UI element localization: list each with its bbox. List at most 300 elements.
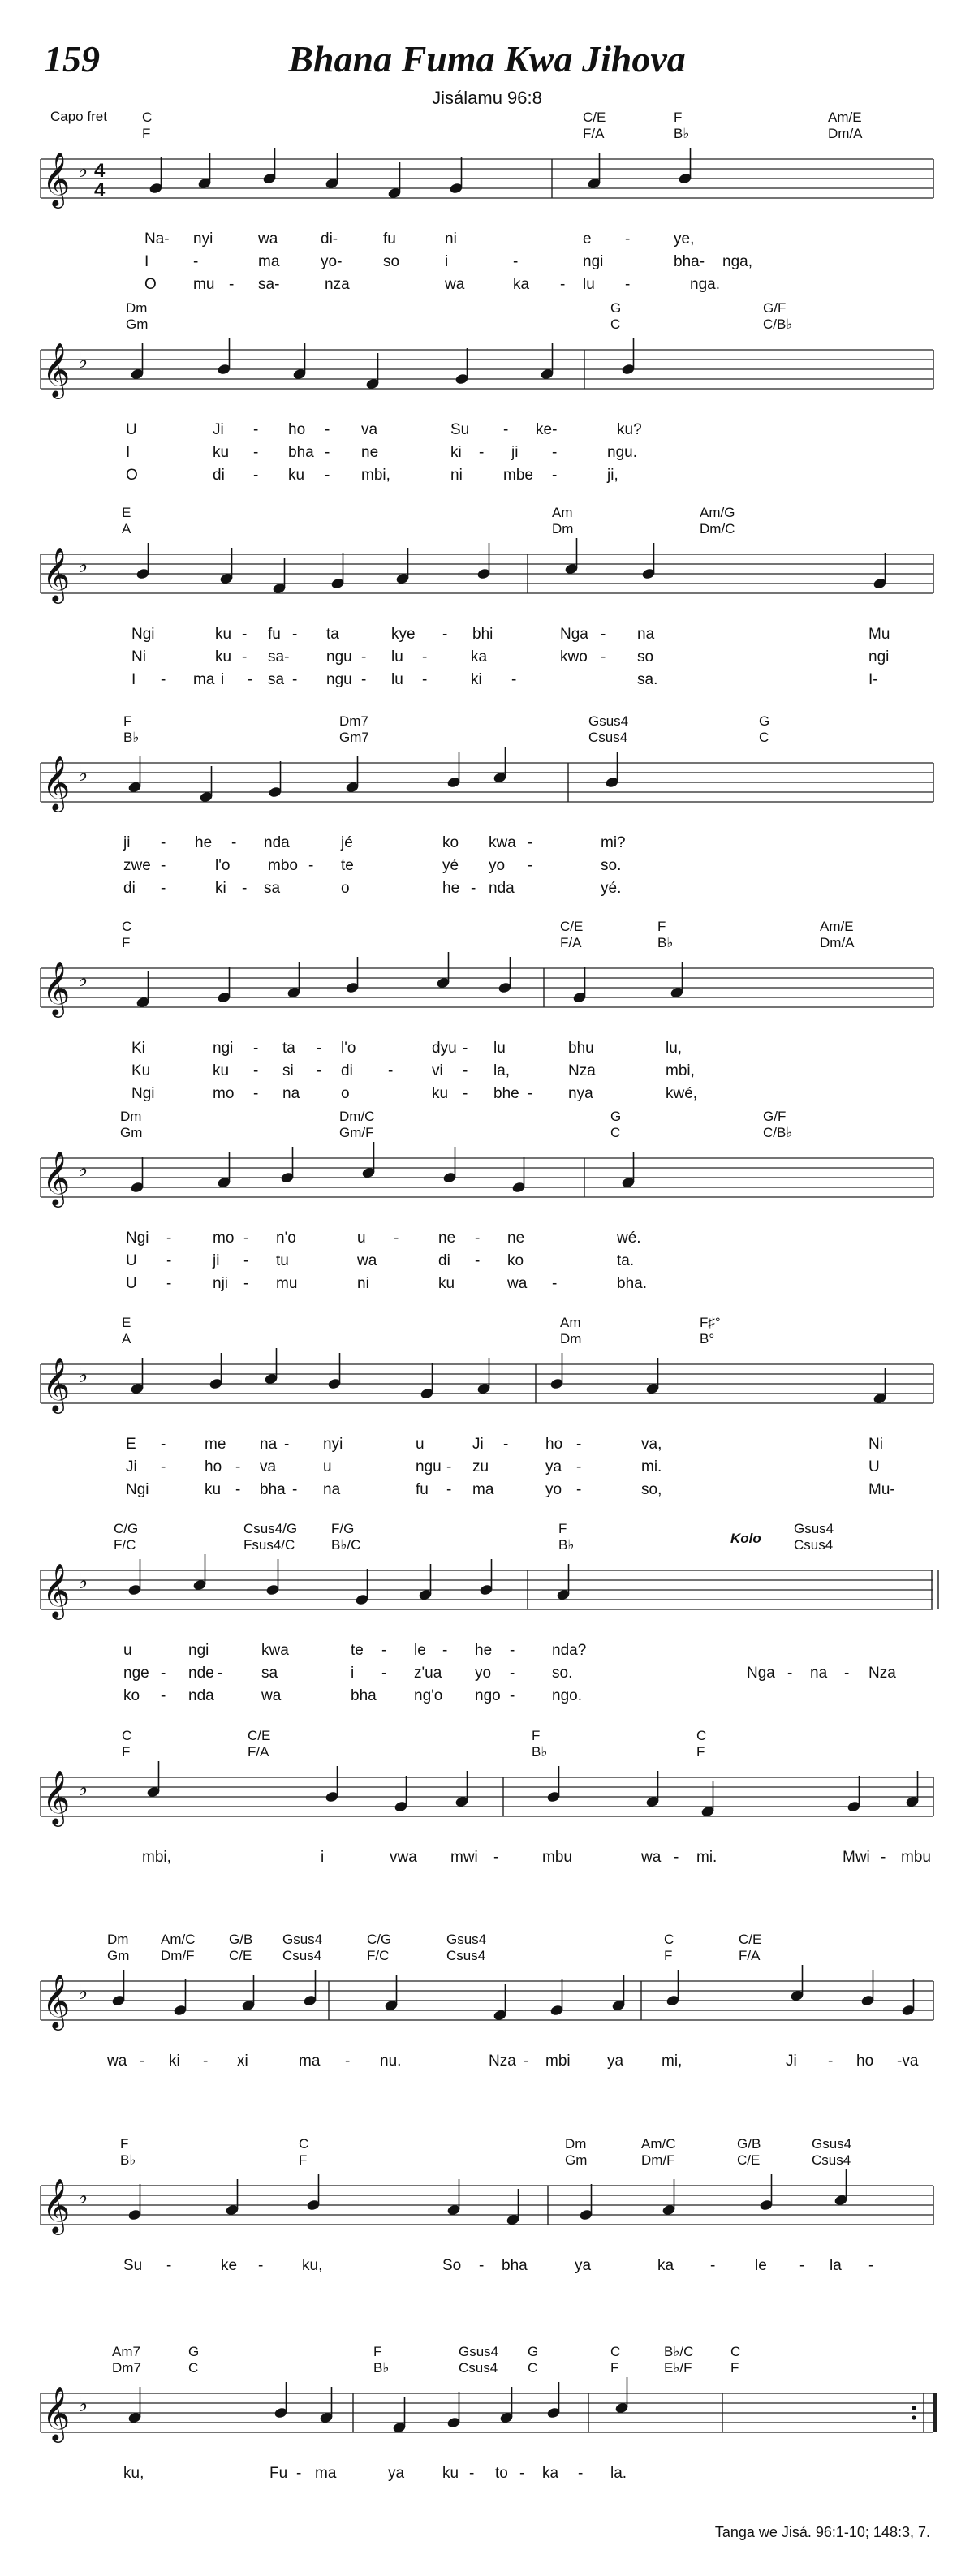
lyric-syllable: - — [381, 1642, 387, 1659]
lyric-syllable: Nza — [568, 1062, 596, 1079]
lyric-syllable: wa — [445, 276, 465, 293]
lyric-syllable: ji — [123, 834, 131, 851]
lyric-syllable: mi, — [662, 2053, 683, 2070]
lyric-syllable: la. — [610, 2465, 627, 2482]
lyric-syllable: ko — [123, 1687, 140, 1704]
system-4 — [41, 713, 933, 897]
lyric-syllable: U — [126, 421, 137, 438]
chord-symbol: Dm/A — [828, 126, 863, 141]
lyric-syllable: - — [292, 1481, 298, 1498]
lyric-syllable: mbi, — [361, 467, 390, 484]
lyric-syllable: n'o — [276, 1230, 296, 1247]
lyric-syllable: ku — [213, 1062, 230, 1079]
lyric-syllable: xi — [237, 2053, 248, 2070]
lyric-syllable: - — [511, 671, 517, 688]
lyric-syllable: o — [341, 1085, 350, 1102]
lyric-syllable: i — [445, 253, 449, 270]
lyric-syllable: - — [161, 857, 166, 874]
lyric-syllable: - — [674, 1849, 679, 1866]
capo-label: Capo fret — [50, 109, 107, 124]
lyric-syllable: -va — [897, 2053, 919, 2070]
chord-symbol: Am — [552, 505, 573, 520]
lyric-syllable: yé. — [601, 880, 622, 897]
lyric-syllable: Mwi — [843, 1849, 870, 1866]
chord-symbol: F — [120, 2136, 129, 2152]
lyric-syllable: z'ua — [414, 1665, 442, 1682]
song-title: Bhana Fuma Kwa Jihova — [288, 38, 686, 80]
lyric-syllable: nda — [188, 1687, 214, 1704]
chord-symbol: Dm — [120, 1109, 142, 1124]
chord-symbol: C — [664, 1932, 674, 1947]
chord-symbol: Dm — [565, 2136, 587, 2152]
lyric-syllable: kwa — [489, 834, 516, 851]
lyric-syllable: - — [528, 1085, 533, 1102]
lyric-syllable: wé. — [617, 1230, 641, 1247]
lyric-syllable: nza — [325, 276, 350, 293]
lyric-syllable: va — [361, 421, 378, 438]
lyric-syllable: - — [161, 1687, 166, 1704]
lyric-syllable: wa — [507, 1275, 528, 1292]
lyric-syllable: - — [446, 1481, 452, 1498]
lyric-syllable: - — [578, 2465, 584, 2482]
chord-symbol: F — [373, 2344, 382, 2359]
chord-symbol: Dm/C — [339, 1109, 375, 1124]
chord-symbol: Gm — [107, 1948, 130, 1963]
lyric-syllable: sa- — [268, 648, 290, 666]
lyric-syllable: - — [253, 1085, 259, 1102]
lyric-syllable: he — [195, 834, 213, 851]
lyric-syllable: ka — [542, 2465, 559, 2482]
lyric-syllable: ma — [299, 2053, 321, 2070]
lyric-syllable: - — [325, 421, 330, 438]
lyric-syllable: ka — [513, 276, 530, 293]
lyric-syllable: mi. — [641, 1458, 662, 1475]
lyric-syllable: - — [248, 671, 253, 688]
repeat-dot — [912, 2415, 916, 2419]
treble-clef: 𝄞 — [42, 2179, 71, 2232]
chord-symbol: F/C — [114, 1537, 136, 1553]
lyric-syllable: Nga — [560, 626, 588, 643]
lyric-syllable: fu — [416, 1481, 429, 1498]
chord-symbol: C/G — [367, 1932, 392, 1947]
lyric-syllable: ngi — [583, 253, 604, 270]
lyric-syllable: - — [242, 880, 248, 897]
chord-symbol: F/A — [583, 126, 605, 141]
lyric-syllable: - — [345, 2053, 351, 2070]
lyric-syllable: - — [235, 1481, 241, 1498]
lyric-syllable: bha — [351, 1687, 377, 1704]
lyric-syllable: O — [126, 467, 138, 484]
lyric-syllable: - — [361, 671, 367, 688]
lyric-syllable: bha — [502, 2257, 528, 2274]
system-3 — [41, 505, 933, 688]
lyric-syllable: So — [442, 2257, 462, 2274]
lyric-syllable: ko — [442, 834, 459, 851]
lyric-syllable: mi. — [696, 1849, 718, 1866]
lyric-syllable: i — [321, 1849, 325, 1866]
lyric-syllable: ku — [205, 1481, 222, 1498]
lyric-syllable: - — [244, 1275, 249, 1292]
lyric-syllable: lu — [583, 276, 595, 293]
lyric-syllable: so — [637, 648, 654, 666]
lyric-syllable: - — [868, 2257, 874, 2274]
lyric-syllable: - — [493, 1849, 499, 1866]
lyric-syllable: I — [144, 253, 149, 270]
chord-symbol: Gsus4 — [459, 2344, 499, 2359]
chord-symbol: F — [610, 2360, 619, 2376]
system-1 — [41, 110, 933, 293]
lyric-syllable: jé — [341, 834, 353, 851]
lyric-syllable: ku — [432, 1085, 449, 1102]
lyric-syllable: ke- — [536, 421, 558, 438]
treble-clef: 𝄞 — [42, 1358, 71, 1411]
chord-symbol: Gsus4 — [446, 1932, 487, 1947]
lyric-syllable: I — [126, 444, 131, 461]
system-12 — [41, 2344, 935, 2482]
chord-symbol: C — [528, 2360, 538, 2376]
lyric-syllable: la, — [493, 1062, 511, 1079]
lyric-syllable: ki — [215, 880, 226, 897]
lyric-syllable: ji, — [607, 467, 618, 484]
lyric-syllable: - — [475, 1252, 481, 1269]
time-signature-bottom: 4 — [94, 179, 106, 201]
chord-symbol: C — [610, 1125, 621, 1140]
chord-symbol: F — [657, 919, 666, 934]
chord-symbol: Dm7 — [112, 2360, 141, 2376]
lyric-syllable: - — [253, 444, 259, 461]
chord-symbol: G — [528, 2344, 539, 2359]
lyric-syllable: - — [381, 1665, 387, 1682]
lyric-syllable: ng'o — [414, 1687, 443, 1704]
lyric-syllable: he — [442, 880, 460, 897]
lyric-syllable: - — [218, 1665, 223, 1682]
lyric-syllable: - — [292, 671, 298, 688]
lyric-syllable: so — [383, 253, 400, 270]
lyric-syllable: ku — [442, 2465, 459, 2482]
lyric-syllable: ngi — [868, 648, 890, 666]
lyric-syllable: - — [253, 421, 259, 438]
lyric-syllable: ma — [472, 1481, 494, 1498]
treble-clef: 𝄞 — [42, 1975, 71, 2027]
lyric-syllable: lu, — [666, 1040, 683, 1057]
lyric-syllable: - — [601, 648, 606, 666]
lyric-syllable: - — [361, 648, 367, 666]
chord-symbol: B♭ — [532, 1744, 548, 1760]
system-6 — [41, 1109, 933, 1292]
lyric-syllable: - — [479, 2257, 485, 2274]
lyric-syllable: U — [126, 1252, 137, 1269]
lyric-syllable: - — [519, 2465, 525, 2482]
treble-clef: 𝄞 — [42, 548, 71, 601]
treble-clef: 𝄞 — [42, 343, 71, 396]
lyric-syllable: - — [325, 467, 330, 484]
lyric-syllable: to — [495, 2465, 508, 2482]
lyric-syllable: ku? — [617, 421, 642, 438]
lyric-syllable: Nga — [747, 1665, 775, 1682]
lyric-syllable: - — [510, 1687, 515, 1704]
footer-reference: Tanga we Jisá. 96:1-10; 148:3, 7. — [714, 2524, 930, 2540]
chord-symbol: C — [610, 2344, 621, 2359]
chord-symbol: F — [122, 935, 131, 950]
chord-symbol: G/B — [229, 1932, 253, 1947]
lyric-syllable: mbo — [268, 857, 298, 874]
lyric-syllable: bhi — [472, 626, 493, 643]
chord-symbol: F — [299, 2152, 308, 2168]
lyric-syllable: Su — [450, 421, 470, 438]
lyric-syllable: sa- — [258, 276, 280, 293]
lyric-syllable: - — [161, 1665, 166, 1682]
treble-clef: 𝄞 — [42, 1564, 71, 1617]
lyric-syllable: nga, — [722, 253, 752, 270]
lyric-syllable: va, — [641, 1436, 662, 1453]
lyric-syllable: ngi — [213, 1040, 234, 1057]
lyric-syllable: - — [552, 1275, 558, 1292]
lyric-syllable: Ji — [213, 421, 224, 438]
chord-symbol: Gsus4 — [812, 2136, 852, 2152]
chord-symbol: Gm/F — [339, 1125, 374, 1140]
chord-symbol: Csus4 — [459, 2360, 498, 2376]
lyric-syllable: ho — [545, 1436, 563, 1453]
chord-symbol: F — [532, 1728, 541, 1743]
lyric-syllable: ngu — [416, 1458, 442, 1475]
lyric-syllable: - — [528, 857, 533, 874]
system-2 — [41, 300, 933, 484]
lyric-syllable: bha- — [674, 253, 705, 270]
lyric-syllable: nda — [489, 880, 515, 897]
lyric-syllable: ya — [388, 2465, 405, 2482]
key-signature-flat: ♭ — [78, 967, 88, 991]
lyric-syllable: mwi — [450, 1849, 478, 1866]
lyric-syllable: ta — [326, 626, 339, 643]
lyric-syllable: e — [583, 230, 592, 248]
lyric-syllable: nyi — [193, 230, 213, 248]
lyric-syllable: I — [131, 671, 136, 688]
system-5 — [41, 919, 933, 1102]
chord-symbol: C — [122, 919, 132, 934]
lyric-syllable: - — [510, 1665, 515, 1682]
lyric-syllable: na — [323, 1481, 341, 1498]
chord-symbol: Gm — [120, 1125, 143, 1140]
key-signature-flat: ♭ — [78, 2184, 88, 2208]
lyric-syllable: - — [524, 2053, 529, 2070]
lyric-syllable: - — [166, 1230, 172, 1247]
lyric-syllable: Nza — [868, 1665, 896, 1682]
lyric-syllable: di — [123, 880, 136, 897]
lyric-syllable: - — [296, 2465, 302, 2482]
lyric-syllable: - — [422, 671, 428, 688]
chord-symbol: B♭ — [657, 935, 674, 950]
lyric-syllable: Na- — [144, 230, 170, 248]
lyric-syllable: bhe — [493, 1085, 519, 1102]
lyric-syllable: - — [503, 1436, 509, 1453]
lyric-syllable: zwe — [123, 857, 151, 874]
lyric-syllable: - — [325, 444, 330, 461]
treble-clef: 𝄞 — [42, 962, 71, 1014]
key-signature-flat: ♭ — [78, 1979, 88, 2004]
hymn-number: 159 — [44, 38, 100, 80]
chord-symbol: B° — [700, 1331, 715, 1346]
lyric-syllable: Ngi — [131, 1085, 155, 1102]
chord-symbol: F — [730, 2360, 739, 2376]
lyric-syllable: Ni — [868, 1436, 883, 1453]
lyric-syllable: nga. — [690, 276, 720, 293]
lyric-syllable: - — [576, 1481, 582, 1498]
lyric-syllable: di — [341, 1062, 353, 1079]
chord-symbol: G/F — [763, 1109, 787, 1124]
lyric-syllable: vi — [432, 1062, 443, 1079]
lyric-syllable: - — [442, 1642, 448, 1659]
lyric-syllable: ye, — [674, 230, 695, 248]
chord-symbol: F — [664, 1948, 673, 1963]
lyric-syllable: ji — [511, 444, 519, 461]
lyric-syllable: - — [552, 467, 558, 484]
lyric-syllable: mu — [193, 276, 215, 293]
lyric-syllable: - — [881, 1849, 886, 1866]
lyric-syllable: - — [576, 1458, 582, 1475]
chord-symbol: C — [299, 2136, 309, 2152]
lyric-syllable: na — [282, 1085, 300, 1102]
lyric-syllable: ni — [450, 467, 463, 484]
lyric-syllable: fu — [383, 230, 396, 248]
lyric-syllable: ne — [361, 444, 379, 461]
chord-symbol: G — [759, 713, 770, 729]
chord-symbol: Csus4/G — [244, 1521, 298, 1536]
key-signature-flat: ♭ — [78, 1776, 88, 1800]
lyric-syllable: Ki — [131, 1040, 145, 1057]
chord-symbol: B♭ — [558, 1537, 575, 1553]
chord-symbol: B♭ — [373, 2360, 390, 2376]
lyric-syllable: he — [475, 1642, 493, 1659]
lyric-syllable: - — [284, 1436, 290, 1453]
lyric-syllable: dyu — [432, 1040, 457, 1057]
chord-symbol: B♭ — [120, 2152, 136, 2168]
chord-symbol: Dm/A — [820, 935, 855, 950]
lyric-syllable: - — [166, 1275, 172, 1292]
treble-clef: 𝄞 — [42, 1771, 71, 1824]
lyric-syllable: ma — [258, 253, 280, 270]
system-7 — [41, 1315, 933, 1498]
lyric-syllable: ku — [288, 467, 305, 484]
chord-symbol: C/E — [739, 1932, 762, 1947]
lyric-syllable: nji — [213, 1275, 229, 1292]
lyric-syllable: - — [166, 1252, 172, 1269]
lyric-syllable: - — [258, 2257, 264, 2274]
chord-symbol: Gm7 — [339, 730, 369, 745]
lyric-syllable: - — [203, 2053, 209, 2070]
chord-symbol: E♭/F — [664, 2360, 692, 2376]
lyric-syllable: - — [710, 2257, 716, 2274]
key-signature-flat: ♭ — [78, 553, 88, 577]
lyric-syllable: wa — [107, 2053, 127, 2070]
lyric-syllable: - — [253, 467, 259, 484]
lyric-syllable: Ngi — [126, 1481, 149, 1498]
lyric-syllable: ki — [450, 444, 462, 461]
chord-symbol: Gm — [126, 317, 149, 332]
chord-symbol: Gm — [565, 2152, 588, 2168]
lyric-syllable: - — [231, 834, 237, 851]
lyric-syllable: le — [414, 1642, 426, 1659]
chord-symbol: C/B♭ — [763, 1125, 793, 1140]
lyric-syllable: wa — [261, 1687, 282, 1704]
treble-clef: 𝄞 — [42, 1152, 71, 1204]
lyric-syllable: so. — [601, 857, 622, 874]
chord-symbol: Csus4 — [812, 2152, 851, 2168]
chord-symbol: F — [674, 110, 683, 125]
lyric-syllable: nde — [188, 1665, 214, 1682]
chord-symbol: Gsus4 — [282, 1932, 323, 1947]
chord-symbol: F/C — [367, 1948, 390, 1963]
lyric-syllable: o — [341, 880, 350, 897]
lyric-syllable: - — [446, 1458, 452, 1475]
lyric-syllable: - — [503, 421, 509, 438]
lyric-syllable: - — [601, 626, 606, 643]
lyric-syllable: u — [123, 1642, 132, 1659]
lyric-syllable: mbu — [901, 1849, 931, 1866]
lyric-syllable: so. — [552, 1665, 573, 1682]
chord-symbol: Dm — [126, 300, 148, 316]
chord-symbol: G — [610, 1109, 622, 1124]
lyric-syllable: - — [479, 444, 485, 461]
lyric-syllable: - — [463, 1040, 468, 1057]
chord-symbol: F♯° — [700, 1315, 721, 1330]
chord-symbol: Gsus4 — [588, 713, 629, 729]
chord-symbol: C/E — [248, 1728, 271, 1743]
lyric-syllable: - — [229, 276, 235, 293]
lyric-syllable: kwé, — [666, 1085, 698, 1102]
lyric-syllable: ku, — [302, 2257, 323, 2274]
lyric-syllable: ka — [471, 648, 488, 666]
chord-symbol: B♭ — [123, 730, 140, 745]
chord-symbol: C/E — [583, 110, 606, 125]
lyric-syllable: - — [161, 1436, 166, 1453]
lyric-syllable: ya — [545, 1458, 562, 1475]
chord-symbol: C/E — [737, 2152, 761, 2168]
lyric-syllable: ku — [213, 444, 230, 461]
lyric-syllable: - — [242, 626, 248, 643]
lyric-syllable: - — [463, 1062, 468, 1079]
repeat-dot — [912, 2406, 916, 2410]
lyric-syllable: u — [416, 1436, 425, 1453]
key-signature-flat: ♭ — [78, 761, 88, 786]
lyric-syllable: - — [787, 1665, 793, 1682]
lyric-syllable: sa — [261, 1665, 278, 1682]
lyric-syllable: - — [471, 880, 476, 897]
chord-symbol: E — [122, 1315, 131, 1330]
lyric-syllable: - — [422, 648, 428, 666]
chord-symbol: Dm/F — [641, 2152, 675, 2168]
lyric-syllable: tu — [276, 1252, 289, 1269]
chord-symbol: Am/E — [820, 919, 854, 934]
lyric-syllable: Su — [123, 2257, 143, 2274]
lyric-syllable: na — [637, 626, 655, 643]
lyric-syllable: bha. — [617, 1275, 647, 1292]
chord-symbol: Dm/C — [700, 521, 735, 536]
lyric-syllable: nge — [123, 1665, 149, 1682]
chord-symbol: C — [696, 1728, 707, 1743]
chord-symbol: F/G — [331, 1521, 355, 1536]
chord-symbol: G/F — [763, 300, 787, 316]
lyric-syllable: U — [126, 1275, 137, 1292]
lyric-syllable: ho — [856, 2053, 874, 2070]
lyric-syllable: ho — [288, 421, 306, 438]
lyric-syllable: - — [244, 1252, 249, 1269]
lyric-syllable: Ngi — [126, 1230, 149, 1247]
lyric-syllable: - — [560, 276, 566, 293]
lyric-syllable: - — [442, 626, 448, 643]
scripture-reference: Jisálamu 96:8 — [432, 88, 542, 108]
lyric-syllable: mbi, — [142, 1849, 171, 1866]
chord-symbol: F — [122, 1744, 131, 1760]
